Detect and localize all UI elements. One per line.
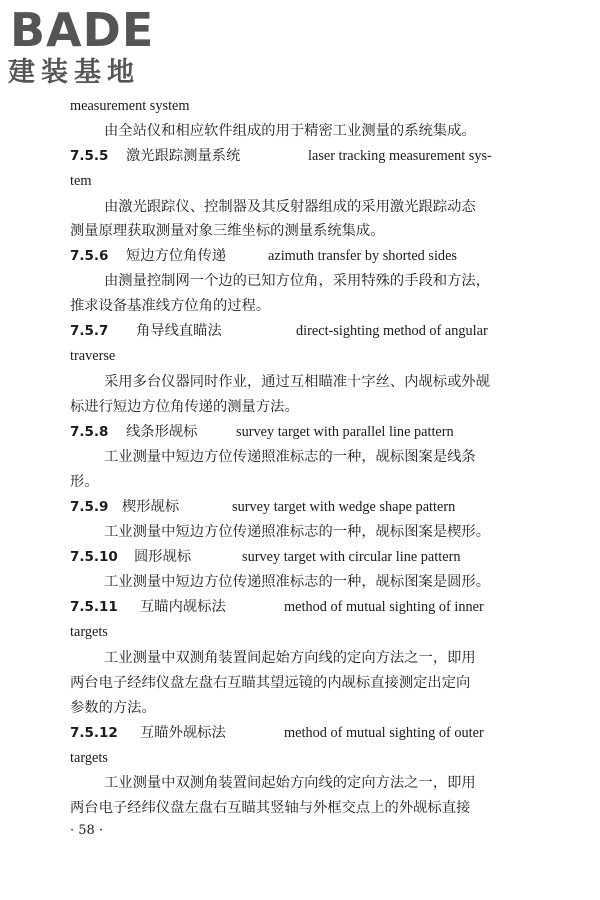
term-english: survey target with parallel line pattern bbox=[236, 424, 454, 440]
term-number: 7.5.5 bbox=[70, 148, 109, 164]
continuation-line: tem bbox=[70, 173, 92, 189]
term-english: method of mutual sighting of outer bbox=[284, 725, 484, 741]
term-chinese: 角导线直瞄法 bbox=[136, 323, 222, 339]
definition-line: 推求设备基准线方位角的过程。 bbox=[70, 298, 271, 314]
term-heading bbox=[70, 547, 550, 567]
term-heading bbox=[70, 497, 550, 517]
term-number: 7.5.6 bbox=[70, 248, 109, 264]
definition-line: 两台电子经纬仪盘左盘右互瞄其竖轴与外框交点上的外觇标直接 bbox=[70, 800, 471, 816]
definition-line: 参数的方法。 bbox=[70, 700, 156, 716]
term-chinese: 短边方位角传递 bbox=[126, 248, 227, 264]
term-chinese: 圆形觇标 bbox=[134, 549, 192, 565]
definition-line: 工业测量中短边方位传递照准标志的一种，觇标图案是楔形。 bbox=[104, 524, 491, 540]
term-heading bbox=[70, 422, 550, 442]
term-heading bbox=[70, 321, 550, 341]
logo-subtitle: 建装基地 bbox=[8, 57, 140, 88]
term-english: laser tracking measurement sys- bbox=[308, 148, 492, 164]
definition-line: 采用多台仪器同时作业，通过互相瞄准十字丝、内觇标或外觇 bbox=[104, 374, 491, 390]
definition-line: 标进行短边方位角传递的测量方法。 bbox=[70, 399, 299, 415]
definition-line: 测量原理获取测量对象三维坐标的测量系统集成。 bbox=[70, 223, 385, 239]
logo-wordmark: BADE bbox=[10, 3, 155, 57]
continuation-line: targets bbox=[70, 624, 108, 640]
watermark-logo bbox=[8, 4, 178, 90]
term-english: method of mutual sighting of inner bbox=[284, 599, 484, 615]
term-english: survey target with circular line pattern bbox=[242, 549, 461, 565]
definition-line bbox=[104, 121, 550, 141]
definition-line: 工业测量中双测角装置间起始方向线的定向方法之一，即用 bbox=[104, 650, 476, 666]
term-heading bbox=[70, 246, 550, 266]
continuation-line: traverse bbox=[70, 348, 116, 364]
term-number: 7.5.10 bbox=[70, 549, 118, 565]
page-number: · 58 · bbox=[70, 823, 104, 838]
term-number: 7.5.9 bbox=[70, 499, 109, 515]
definition-line: 由激光跟踪仪、控制器及其反射器组成的采用激光跟踪动态 bbox=[104, 199, 476, 215]
term-english: direct-sighting method of angular bbox=[296, 323, 488, 339]
continuation-line: measurement system bbox=[70, 98, 190, 114]
term-english: azimuth transfer by shorted sides bbox=[268, 248, 457, 264]
term-chinese: 激光跟踪测量系统 bbox=[126, 148, 241, 164]
term-chinese: 线条形觇标 bbox=[126, 424, 198, 440]
continuation-line: targets bbox=[70, 750, 108, 766]
term-chinese: 楔形觇标 bbox=[122, 499, 180, 515]
term-number: 7.5.12 bbox=[70, 725, 118, 741]
term-number: 7.5.11 bbox=[70, 599, 118, 615]
definition-line: 由测量控制网一个边的已知方位角，采用特殊的手段和方法， bbox=[104, 273, 491, 289]
term-number: 7.5.8 bbox=[70, 424, 109, 440]
term-english: survey target with wedge shape pattern bbox=[232, 499, 456, 515]
definition-line: 工业测量中短边方位传递照准标志的一种，觇标图案是圆形。 bbox=[104, 574, 491, 590]
term-heading bbox=[70, 146, 550, 166]
term-heading bbox=[70, 597, 550, 617]
term-chinese: 互瞄内觇标法 bbox=[140, 599, 226, 615]
definition-line: 两台电子经纬仪盘左盘右互瞄其望远镜的内觇标直接测定出定向 bbox=[70, 675, 471, 691]
definition-text: 由全站仪和相应软件组成的用于精密工业测量的系统集成。 bbox=[104, 123, 476, 139]
term-heading bbox=[70, 723, 550, 743]
definition-line: 形。 bbox=[70, 474, 99, 490]
definition-line: 工业测量中双测角装置间起始方向线的定向方法之一，即用 bbox=[104, 775, 476, 791]
definition-line: 工业测量中短边方位传递照准标志的一种，觇标图案是线条 bbox=[104, 449, 476, 465]
term-number: 7.5.7 bbox=[70, 323, 109, 339]
term-chinese: 互瞄外觇标法 bbox=[140, 725, 226, 741]
